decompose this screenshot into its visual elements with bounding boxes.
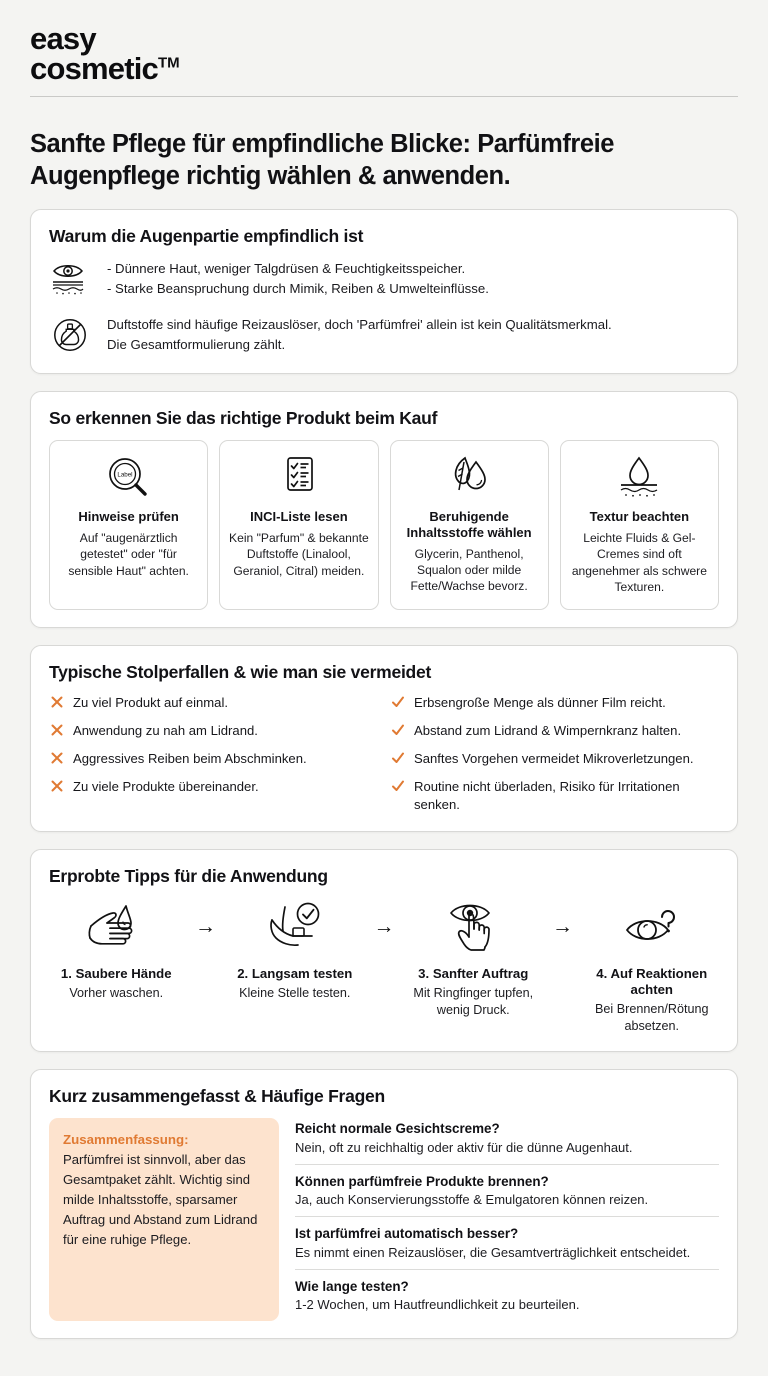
faq-question: Ist parfümfrei automatisch besser?: [295, 1226, 519, 1242]
summary-text: Parfümfrei ist sinnvoll, aber das Gesamtpaket zählt. Wichtig sind milde Inhaltsstoffe, sparsamer Auftrag und Abstand zum Lidrand für eine ruhige Pflege.: [63, 1152, 258, 1247]
tile-check-claims[interactable]: [49, 440, 208, 609]
card-title-summary-faq: Kurz zusammengefasst & Häufige Fragen: [49, 1086, 385, 1107]
eye-skin-layers-icon: [49, 258, 91, 300]
step-title: 3. Sanfter Auftrag: [418, 966, 529, 981]
tile-read-inci[interactable]: [219, 440, 378, 609]
summary-faq-layout: [49, 1118, 719, 1320]
check-icon: [390, 779, 405, 794]
step-title: 2. Langsam testen: [237, 966, 353, 981]
pitfall-dont-item: [49, 750, 378, 768]
tile-soothing-ingredients[interactable]: [390, 440, 549, 609]
cross-icon: [49, 751, 64, 766]
pitfall-do-item: [390, 750, 719, 768]
brand-name-line2: [30, 51, 738, 87]
cross-icon: [49, 695, 64, 710]
arrow-right-icon: →: [195, 915, 216, 938]
pitfall-dont-item: [49, 778, 378, 814]
pitfall-text: Anwendung zu nah am Lidrand.: [73, 722, 258, 738]
faq-question: Können parfümfreie Produkte brennen?: [295, 1173, 549, 1189]
pitfall-text: Routine nicht überladen, Risiko für Irritationen senken.: [414, 778, 680, 812]
fact-text-block: [107, 258, 489, 299]
card-title-pitfalls: Typische Stolperfallen & wie man sie vermeidet: [49, 661, 432, 682]
step-subtitle: Kleine Stelle testen.: [239, 985, 351, 1000]
brand-word: cosmetic: [30, 51, 158, 87]
pitfall-dont-item: [49, 694, 378, 712]
tile-title: Beruhigende Inhaltsstoffe wählen: [406, 509, 532, 540]
step-gentle-application: [406, 898, 541, 1019]
trademark-symbol: TM: [158, 54, 180, 72]
no-fragrance-bottle-icon: [49, 314, 91, 356]
leaf-droplet-icon: [443, 453, 495, 503]
faq-question: Reicht normale Gesichtscreme?: [295, 1121, 500, 1137]
step-subtitle: Bei Brennen/Rötung absetzen.: [595, 1001, 709, 1033]
faq-list: [295, 1118, 719, 1320]
pitfall-grid: [49, 694, 719, 814]
finger-tap-eye-icon: [443, 898, 503, 956]
page-title: Sanfte Pflege für empfindliche Blicke: Parfümfreie Augenpflege richtig wählen & anwenden.: [30, 130, 614, 190]
pitfall-text: Sanftes Vorgehen vermeidet Mikroverletzungen.: [414, 750, 694, 766]
fact-line: - Starke Beanspruchung durch Mimik, Reiben & Umwelteinflüsse.: [107, 281, 489, 297]
tile-title: INCI-Liste lesen: [250, 509, 348, 525]
card-summary-faq: [30, 1069, 738, 1338]
summary-box: [49, 1118, 279, 1320]
card-title-why-sensitive: Warum die Augenpartie empfindlich ist: [49, 226, 364, 247]
fact-line: Duftstoffe sind häufige Reizauslöser, doch 'Parfümfrei' allein ist kein Qualitätsmerkmal.: [107, 317, 612, 333]
fact-row: [49, 258, 719, 300]
check-icon: [390, 723, 405, 738]
fact-text-block: [107, 314, 612, 355]
pitfall-do-item: [390, 722, 719, 740]
faq-item[interactable]: [295, 1120, 719, 1163]
tile-body: Leichte Fluids & Gel-Cremes sind oft angenehmer als schwere Texturen.: [571, 530, 707, 595]
pitfall-text: Abstand zum Lidrand & Wimpernkranz halten.: [414, 722, 682, 738]
cross-icon: [49, 779, 64, 794]
pitfall-text: Aggressives Reiben beim Abschminken.: [73, 750, 307, 766]
card-why-sensitive: [30, 209, 738, 374]
svg-text:Label: Label: [117, 471, 133, 479]
faq-item[interactable]: [295, 1164, 719, 1216]
faq-item[interactable]: [295, 1269, 719, 1321]
pitfall-text: Zu viele Produkte übereinander.: [73, 778, 259, 794]
step-subtitle: Mit Ringfinger tupfen, wenig Druck.: [413, 985, 534, 1017]
pitfall-text: Zu viel Produkt auf einmal.: [73, 694, 229, 710]
cross-icon: [49, 723, 64, 738]
step-title: 4. Auf Reaktionen achten: [596, 966, 708, 997]
checklist-document-icon: [277, 453, 321, 503]
pitfall-dont-item: [49, 722, 378, 740]
header-divider: [30, 96, 738, 97]
arrow-right-icon: →: [552, 915, 573, 938]
tile-body: Auf "augenärztlich getestet" oder "für sensible Haut" achten.: [68, 530, 189, 578]
fact-row: [49, 314, 719, 356]
card-buying-guide: [30, 391, 738, 627]
step-clean-hands: [49, 898, 184, 1002]
tile-body: Glycerin, Panthenol, Squalon oder milde Fette/Wachse bevorz.: [410, 546, 528, 594]
faq-question: Wie lange testen?: [295, 1278, 409, 1294]
step-subtitle: Vorher waschen.: [69, 985, 164, 1000]
step-patch-test: [228, 898, 363, 1002]
card-application-tips: [30, 849, 738, 1052]
faq-answer: Nein, oft zu reichhaltig oder aktiv für die dünne Augenhaut.: [295, 1139, 633, 1155]
fact-line: Die Gesamtformulierung zählt.: [107, 337, 286, 353]
hand-water-drop-icon: [85, 898, 147, 956]
pitfall-text: Erbsengroße Menge als dünner Film reicht.: [414, 694, 666, 710]
patch-test-check-icon: [264, 898, 326, 956]
droplet-skin-icon: [614, 453, 664, 503]
tile-grid: [49, 440, 719, 609]
brand-header: [30, 0, 738, 107]
pitfall-do-item: [390, 694, 719, 712]
check-icon: [390, 751, 405, 766]
tile-body: Kein "Parfum" & bekannte Duftstoffe (Linalool, Geraniol, Citral) meiden.: [229, 530, 369, 578]
brand-name-line1: easy: [30, 21, 96, 56]
faq-answer: 1-2 Wochen, um Hautfreundlichkeit zu beurteilen.: [295, 1296, 580, 1312]
eye-question-icon: [621, 898, 683, 956]
faq-answer: Ja, auch Konservierungsstoffe & Emulgatoren können reizen.: [295, 1192, 649, 1208]
step-sequence: [49, 898, 719, 1034]
arrow-right-icon: →: [373, 915, 395, 938]
check-icon: [390, 695, 405, 710]
card-title-buying-guide: So erkennen Sie das richtige Produkt beim Kauf: [49, 408, 438, 429]
magnifier-label-icon: [103, 453, 155, 503]
step-watch-reactions: [585, 898, 720, 1034]
pitfall-do-item: [390, 778, 719, 814]
tile-title: Hinweise prüfen: [78, 509, 179, 525]
card-pitfalls: [30, 645, 738, 832]
faq-item[interactable]: [295, 1216, 719, 1268]
faq-answer: Es nimmt einen Reizauslöser, die Gesamtverträglichkeit entscheidet.: [295, 1244, 691, 1260]
summary-label: Zusammenfassung:: [63, 1132, 189, 1148]
card-title-application-tips: Erprobte Tipps für die Anwendung: [49, 866, 328, 886]
fact-line: - Dünnere Haut, weniger Talgdrüsen & Feuchtigkeitsspeicher.: [107, 261, 466, 277]
step-title: 1. Saubere Hände: [60, 966, 172, 981]
tile-texture[interactable]: [560, 440, 719, 609]
tile-title: Textur beachten: [589, 509, 690, 525]
